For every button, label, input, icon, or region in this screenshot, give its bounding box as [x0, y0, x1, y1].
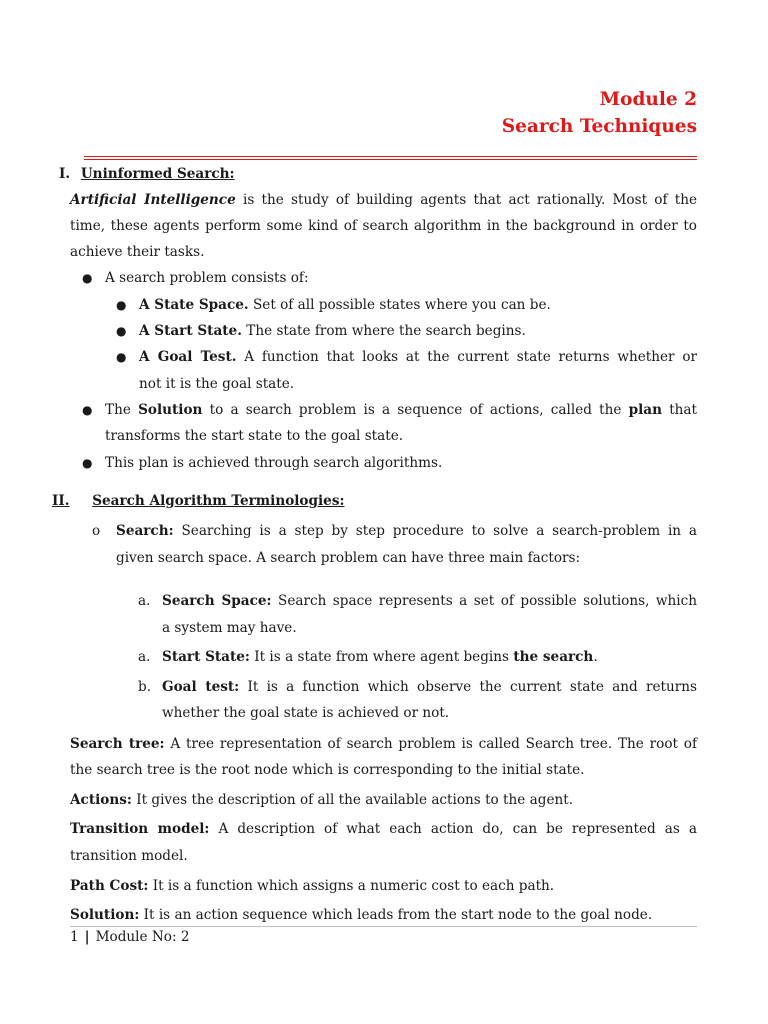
list-item: A Goal Test. A function that looks at the current state returns whether or — [139, 349, 698, 365]
term: Path Cost: — [70, 878, 149, 894]
footer-separator: | — [84, 929, 90, 945]
term: Transition model: — [70, 821, 210, 837]
list-item-continuation: whether the goal state is achieved or not. — [162, 705, 450, 721]
list-marker: o — [92, 523, 101, 539]
footer-label: Module No: 2 — [95, 929, 190, 945]
definition-continuation: transition model. — [70, 848, 188, 864]
intro-paragraph-line: Artificial Intelligence is the study of building agents that act rationally. Most of the — [70, 192, 698, 208]
list-item: Goal test: It is a function which observe the current state and returns — [162, 679, 697, 695]
term: A Goal Test. — [139, 349, 237, 365]
intro-paragraph-line: time, these agents perform some kind of search algorithm in the background in order to — [70, 218, 697, 234]
list-item: The Solution to a search problem is a sequence of actions, called the plan that — [105, 402, 698, 418]
term: Search Space: — [162, 593, 272, 609]
list-item: Search Space: Search space represents a set of possible solutions, which — [162, 593, 697, 609]
list-item: A search problem consists of: — [105, 270, 309, 286]
page-footer — [70, 927, 190, 947]
page-number: 1 — [70, 929, 79, 945]
term: Search tree: — [70, 736, 165, 752]
term: Search: — [116, 523, 174, 539]
term: Actions: — [70, 792, 132, 808]
section-title: Uninformed Search: — [80, 166, 235, 182]
term: A Start State. — [139, 323, 242, 339]
term: Solution — [138, 402, 203, 418]
list-marker: b. — [138, 679, 152, 695]
definition-continuation: the search tree is the root node which is corresponding to the initial state. — [70, 762, 585, 778]
term: Goal test: — [162, 679, 240, 695]
section-title: Search Algorithm Terminologies: — [92, 493, 345, 509]
title-rule-second — [84, 159, 697, 160]
definition-search-tree: Search tree: A tree representation of search problem is called Search tree. The root of — [70, 736, 697, 752]
intro-term: Artificial Intelligence — [70, 192, 236, 208]
definition-solution: Solution: It is an action sequence which leads from the start node to the goal node. — [70, 907, 653, 923]
list-item: A Start State. The state from where the search begins. — [139, 323, 526, 339]
section-number: I. — [59, 166, 71, 182]
term: the search — [513, 649, 594, 665]
bullet-dot-icon: ● — [116, 324, 127, 338]
definition-path-cost: Path Cost: It is a function which assigns a numeric cost to each path. — [70, 878, 555, 894]
list-item: Search: Searching is a step by step procedure to solve a search-problem in a — [116, 523, 697, 539]
list-item-continuation: given search space. A search problem can have three main factors: — [116, 550, 581, 566]
intro-paragraph-line: achieve their tasks. — [70, 244, 205, 260]
title-rule — [84, 156, 697, 157]
bullet-dot-icon: ● — [116, 350, 127, 364]
section-number: II. — [52, 493, 70, 509]
list-marker: a. — [138, 649, 151, 665]
bullet-dot-icon: ● — [82, 271, 93, 285]
bullet-dot-icon: ● — [82, 403, 93, 417]
term: Solution: — [70, 907, 140, 923]
module-number: Module 2 — [599, 89, 697, 110]
list-item-continuation: not it is the goal state. — [139, 376, 295, 392]
module-title: Search Techniques — [501, 116, 697, 137]
definition-actions: Actions: It gives the description of all the available actions to the agent. — [70, 792, 574, 808]
term: A State Space. — [139, 297, 249, 313]
section-heading-terminologies — [52, 488, 345, 514]
bullet-dot-icon: ● — [82, 456, 93, 470]
list-item: Start State: It is a state from where agent begins the search. — [162, 649, 598, 665]
list-item-continuation: transforms the start state to the goal state. — [105, 428, 404, 444]
definition-transition-model: Transition model: A description of what each action do, can be represented as a — [70, 821, 697, 837]
list-item: A State Space. Set of all possible states where you can be. — [139, 297, 551, 313]
term: plan — [628, 402, 663, 418]
section-heading-uninformed — [59, 161, 235, 187]
term: Start State: — [162, 649, 250, 665]
list-marker: a. — [138, 593, 151, 609]
bullet-dot-icon: ● — [116, 298, 127, 312]
list-item: This plan is achieved through search algorithms. — [105, 455, 443, 471]
list-item-continuation: a system may have. — [162, 620, 297, 636]
